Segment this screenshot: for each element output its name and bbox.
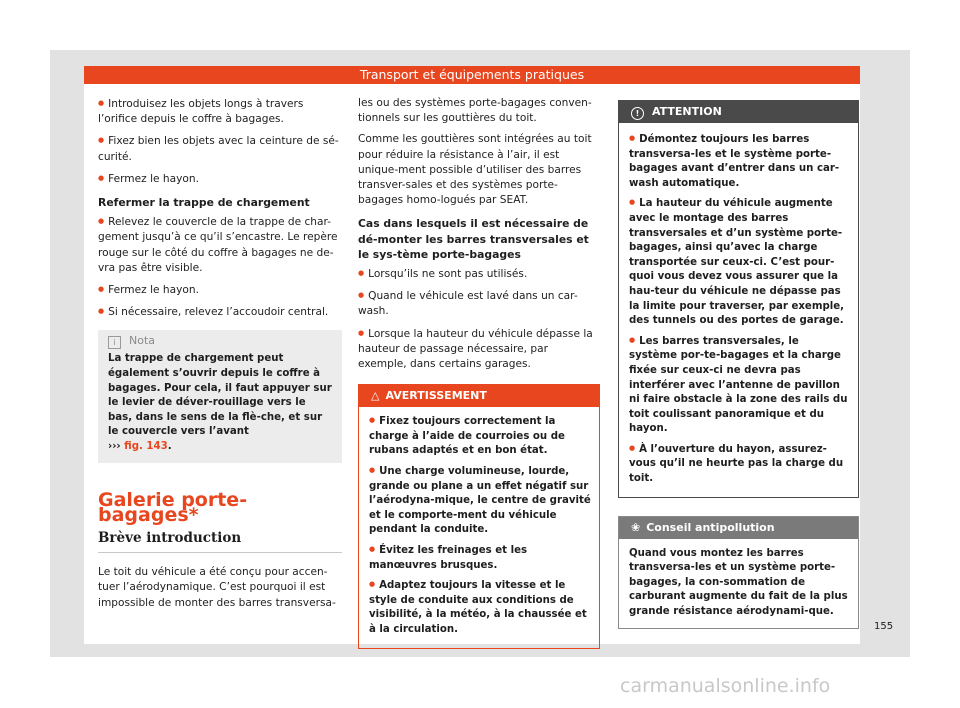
eco-tip-box	[618, 516, 859, 629]
column-middle	[358, 96, 600, 649]
bullet-item: ● Si nécessaire, relevez l’accoudoir central.	[98, 304, 342, 320]
eco-tip-title: Conseil antipollution	[646, 520, 775, 534]
sub-heading: Refermer la trappe de chargement	[98, 196, 310, 210]
warning-box	[358, 384, 600, 648]
note-box	[98, 330, 342, 462]
bullet-item: ● Fermez le hayon.	[98, 282, 342, 298]
attention-header	[619, 101, 858, 123]
ref-suffix: .	[167, 441, 172, 452]
page-header: Transport et équipements pratiques	[84, 66, 860, 84]
bullet-item: ● Introduisez les objets longs à travers l’orifice depuis le coffre à bagages.	[98, 96, 342, 127]
attention-item: ● La hauteur du véhicule augmente avec le montage des barres transversales et d’un système porte-bagages, ainsi qu’avec la charge transportée sur ceux-ci. C’est pour-quoi vous devez vous assurer que la hau-teur du véhicule ne dépasse pas la limite pour traverser, par exemple, des tunnels ou des portes de garage.	[629, 195, 850, 328]
warning-item: ● Adaptez toujours la vitesse et le style de conduite aux conditions de visibilité, à la météo, à la chaussée et à la circulation.	[369, 577, 591, 637]
note-text	[98, 352, 342, 454]
flower-icon: ❀	[631, 520, 641, 534]
warning-triangle-icon: △	[371, 389, 380, 403]
attention-item: ● À l’ouverture du hayon, assurez-vous qu’il ne heurte pas la charge du toit.	[629, 441, 850, 487]
note-header	[98, 330, 342, 352]
ref-arrows: ›››	[108, 441, 121, 452]
column-right	[618, 100, 859, 629]
warning-item: ● Une charge volumineuse, lourde, grande ou plane a un effet négatif sur l’aérodyna-mique, le centre de gravité et le comporte-ment du véhicule pendant la conduite.	[369, 463, 591, 538]
column-left	[98, 96, 342, 617]
bullet-item: ● Lorsque la hauteur du véhicule dépasse la hauteur de passage nécessaire, par exemple, dans certains garages.	[358, 326, 600, 373]
attention-box	[618, 100, 859, 498]
section-title: Galerie porte-bagages*	[98, 488, 248, 526]
attention-title: ATTENTION	[652, 105, 722, 118]
warning-body	[359, 407, 599, 637]
paragraph: Comme les gouttières sont intégrées au toit pour réduire la résistance à l’air, il est unique-ment possible d’utiliser des barres transver-sales et des systèmes porte-bagages homo-logués par SEAT.	[358, 133, 592, 207]
bullet-item: ● Quand le véhicule est lavé dans un car-wash.	[358, 288, 600, 319]
note-body-text: La trappe de chargement peut également s’ouvrir depuis le coffre à bagages. Pour cela, il faut appuyer sur le levier de déver-rouillage vers le bas, dans le sens de la flè-che, et sur le couvercle vers l’avant	[108, 353, 332, 438]
exclamation-circle-icon: !	[631, 107, 644, 120]
eco-tip-header	[619, 517, 858, 539]
warning-item: ● Fixez toujours correctement la charge à l’aide de courroies ou de rubans adaptés et en bon état.	[369, 413, 591, 459]
warning-item: ● Évitez les freinages et les manœuvres brusques.	[369, 542, 591, 573]
eco-tip-text: Quand vous montez les barres transversa-les et un système porte-bagages, la con-sommation de carburant augmente du fait de la plus grande résistance aérodynami-que.	[629, 547, 848, 618]
sub-heading: Cas dans lesquels il est nécessaire de dé-monter les barres transversales et le sys-tème porte-bagages	[358, 217, 589, 261]
intro-paragraph: Le toit du véhicule a été conçu pour accen-tuer l’aérodynamique. C’est pourquoi il est impossible de monter des barres transversa-	[98, 566, 336, 609]
page-number: 155	[874, 621, 894, 632]
bullet-item: ● Relevez le couvercle de la trappe de char-gement jusqu’à ce qu’il s’encastre. Le repère rouge sur le côté du coffre à bagages ne de-vra pas être visible.	[98, 214, 342, 276]
figure-link[interactable]: fig. 143	[124, 441, 168, 452]
attention-item: ● Démontez toujours les barres transversa-les et le système porte-bagages avant d’entrer dans un car-wash automatique.	[629, 131, 850, 191]
paragraph: les ou des systèmes porte-bagages conven-tionnels sur les gouttières du toit.	[358, 97, 592, 125]
bullet-item: ● Fermez le hayon.	[98, 171, 342, 187]
bullet-item: ● Lorsqu’ils ne sont pas utilisés.	[358, 266, 600, 282]
attention-body	[619, 123, 858, 497]
warning-title: AVERTISSEMENT	[385, 389, 487, 403]
note-title: Nota	[129, 334, 156, 348]
bullet-item: ● Fixez bien les objets avec la ceinture de sé-curité.	[98, 133, 342, 164]
section-subtitle: Brève introduction	[98, 531, 342, 553]
info-icon: i	[108, 336, 121, 349]
attention-item: ● Les barres transversales, le système por-te-bagages et la charge fixée sur ceux-ci ne devra pas interférer avec l’antenne de pavillon ni faire obstacle à la zone des rails du toit coulissant panoramique et du hayon.	[629, 333, 850, 437]
watermark: carmanualsonline.info	[620, 675, 831, 697]
warning-header	[359, 385, 599, 407]
